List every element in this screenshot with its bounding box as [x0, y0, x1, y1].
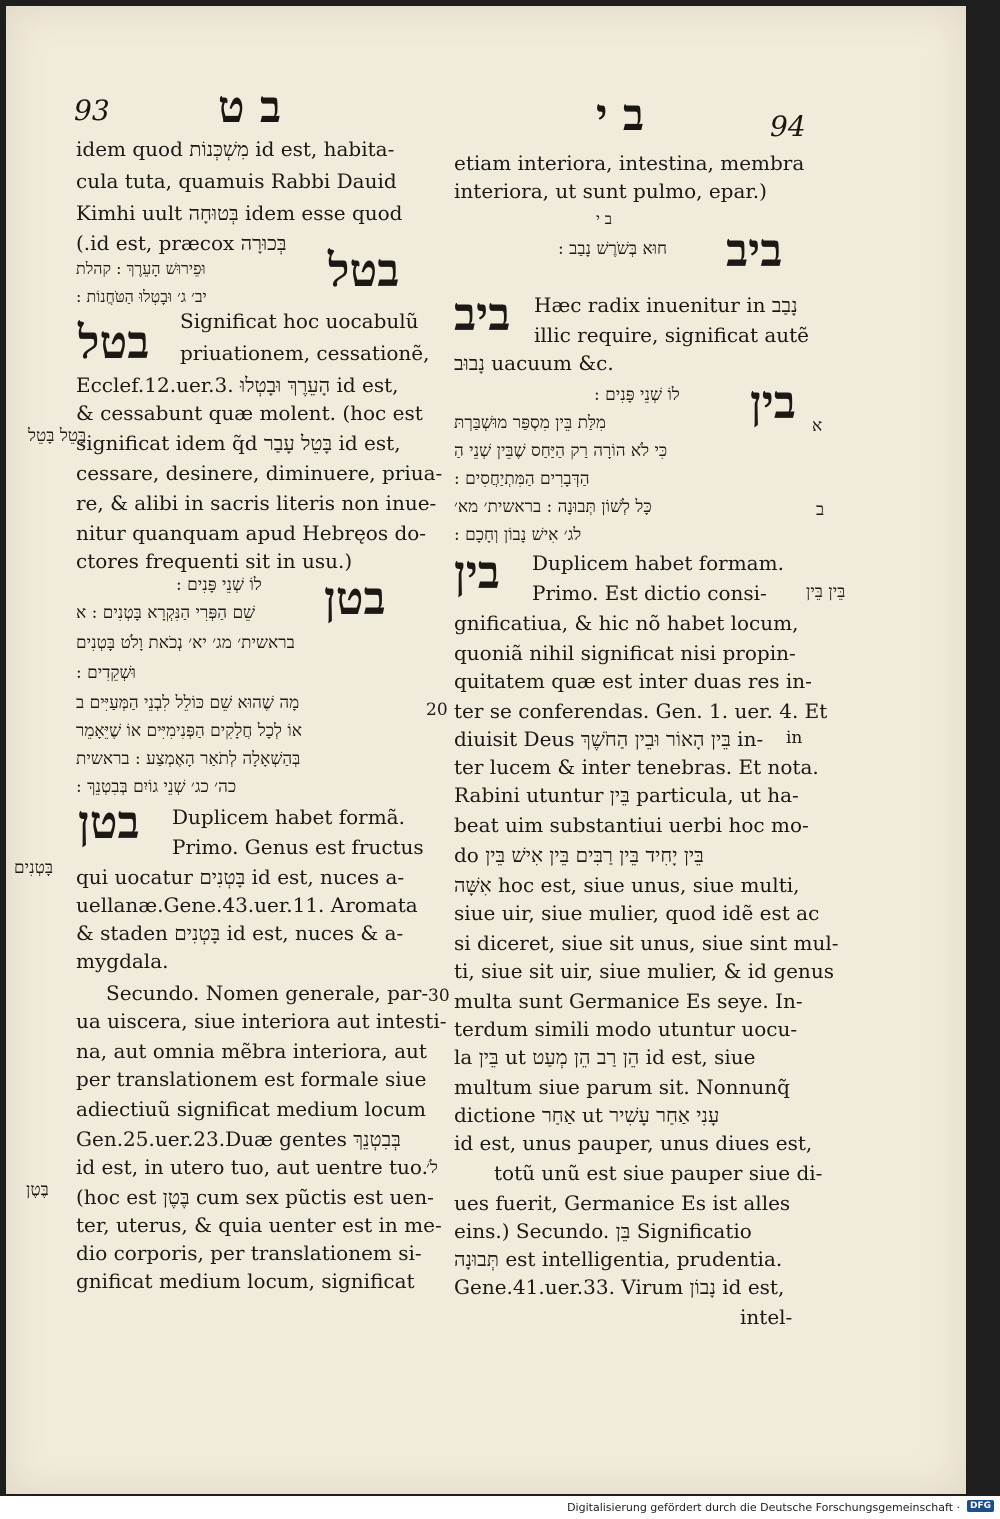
text-line: Duplicem habet formã.: [172, 805, 405, 829]
text-line: כָּל לְשׁוֹן תְּבוּנָה : בראשית׳ מא׳: [454, 497, 652, 517]
text-line: la בֵּין ut הֵן רַב הֵן מְעַט id est, siue: [454, 1045, 756, 1069]
margin-note: ב: [816, 500, 825, 520]
text-line: per translationem est formale siue: [76, 1067, 427, 1091]
text-line: dictione אַחַר ut עָנִי אַחַר עָשִׁיר: [454, 1103, 720, 1127]
text-line: gnificat medium locum, significat: [76, 1269, 415, 1293]
text-line: etiam interiora, intestina, membra: [454, 151, 805, 175]
text-line: בראשית׳ מג׳ יא׳ נְכֹאת וָלֹט בָּטְנִים: [76, 633, 295, 653]
text-line: הַדְּבָרִים הַמִּתְיַחֲסִים :: [454, 469, 590, 489]
text-line: אוֹ לְכָל חֲלָקִים הַפְּנִימִיִּים אוֹ שֶׁיֵּאָמֵר: [76, 721, 302, 741]
text-line: Gene.41.uer.33. Virum נָבוֹן id est,: [454, 1275, 785, 1299]
text-line: תְּבוּנָה est intelligentia, prudentia.: [454, 1247, 783, 1271]
text-line: אִשָּׁה hoc est, siue unus, siue multi,: [454, 873, 800, 897]
text-line: id est, unus pauper, unus diues est,: [454, 1131, 813, 1155]
digitization-footer: [0, 1496, 1000, 1519]
right-page-number: 94: [770, 110, 806, 143]
text-line: Primo. Genus est fructus: [172, 835, 424, 859]
text-line: gnificatiua, & hic nõ habet locum,: [454, 611, 799, 635]
text-line: Kimhi uult בְּטוּחָה idem esse quod: [76, 201, 403, 225]
text-line: Primo. Est dictio consi-: [532, 581, 767, 605]
text-line: eins.) Secundo. בֵּן Significatio: [454, 1219, 752, 1243]
text-line: מָה שֶׁהוּא שֵׁם כּוֹלֵל לִבְנֵי הַמְּעַיִּים ב: [76, 693, 300, 713]
text-line: do בֵּין יָחִיד בֵּין רַבִּים בֵּין אִישׁ בֵּין: [454, 843, 704, 867]
text-line: idem quod מִשְׁכְּנוֹת id est, habita-: [76, 137, 395, 161]
text-line: Rabini utuntur בֵּין particula, ut ha-: [454, 783, 799, 807]
text-line: uellanæ.Gene.43.uer.11. Aromata: [76, 893, 418, 917]
line-number: 20: [426, 700, 448, 720]
headword: בטן: [78, 795, 140, 849]
text-line: quitatem quæ est inter duas res in-: [454, 669, 812, 693]
margin-note: בָּטֵל בָּטֵל: [28, 426, 87, 446]
text-line: לג׳ אִישׁ נָבוֹן וְחָכָם :: [454, 525, 582, 545]
headword: בטל: [328, 243, 400, 297]
left-page-number: 93: [74, 94, 110, 127]
margin-note: בֶּטֶן: [26, 1180, 49, 1200]
text-line: ב י: [596, 210, 612, 228]
text-line: multum siue parum sit. Nonnunq̃: [454, 1075, 790, 1099]
dfg-logo: DFG: [967, 1500, 994, 1512]
text-line: וּפֵירוּשׁ הָעֵרֶךְ : קהלת: [76, 259, 206, 278]
text-line: שֵׁם הַפְּרִי הַנִּקְרָא בָּטְנִים : א: [76, 603, 256, 623]
right-running-head: ב י: [596, 90, 645, 141]
text-line: Gen.25.uer.23.Duæ gentes בְּבִטְנֵךְ: [76, 1127, 401, 1151]
text-line: si diceret, siue sit unus, siue sint mul-: [454, 931, 839, 955]
text-line: חוּא בְּשֹׁרֶשׁ נָבַב :: [558, 239, 668, 259]
text-line: Significat hoc uocabulũ: [180, 309, 419, 333]
text-line: multa sunt Germanice Es seye. In-: [454, 989, 803, 1013]
text-line: ua uiscera, siue interiora aut intesti-: [76, 1009, 447, 1033]
margin-note: א: [812, 416, 823, 436]
text-line: מִלַּת בֵּין מִסְפַּר מוּשְׁבַּרְתּ: [454, 413, 606, 433]
text-line: re, & alibi in sacris literis non inue-: [76, 491, 437, 515]
text-line: & staden בָּטְנִים id est, nuces & a-: [76, 921, 404, 945]
text-line: na, aut omnia mẽbra interiora, aut: [76, 1039, 427, 1063]
text-line: mygdala.: [76, 949, 169, 973]
text-line: לוֹ שְׁנֵי פָּנִים :: [594, 385, 680, 405]
text-line: לוֹ שְׁנֵי פָּנִים :: [176, 575, 262, 595]
text-line: Ecclef.12.uer.3. הָעֵרֶךְ וּבָטְלוּ id est,: [76, 373, 399, 397]
headword: בטן: [324, 571, 386, 625]
left-running-head: ב ט: [218, 82, 282, 133]
text-line: בְּהַשְׁאָלָה לְתֹאַר הָאֶמְצַע : בראשית: [76, 749, 301, 769]
margin-note: לֹ׳: [426, 1158, 438, 1178]
text-line: significat idem q̃d בָּטֵל עָבַר id est,: [76, 431, 401, 455]
text-line: (hoc est בֶּטֶן cum sex pũctis est uen-: [76, 1185, 434, 1209]
text-line: & cessabunt quæ molent. (hoc est: [76, 401, 423, 425]
headword: בין: [750, 375, 796, 429]
text-line: Hæc radix inuenitur in נָבַב: [534, 293, 798, 317]
text-line: ues fuerit, Germanice Es ist alles: [454, 1191, 791, 1215]
text-line: כה׳ כג׳ שְׁנֵי גוֹיִם בְּבִטְנֵךְ :: [76, 777, 237, 797]
text-line: cula tuta, quamuis Rabbi Dauid: [76, 169, 397, 193]
text-line: nitur quanquam apud Hebręos do-: [76, 521, 427, 545]
headword: בין: [454, 545, 500, 599]
text-line: qui uocatur בָּטְנִים id est, nuces a-: [76, 865, 405, 889]
text-line: siue uir, siue mulier, quod idẽ est ac: [454, 901, 820, 925]
margin-note: בֵּין בֵּין: [806, 582, 846, 602]
text-line: interiora, ut sunt pulmo, epar.): [454, 179, 767, 203]
text-line: totũ unũ est siue pauper siue di-: [494, 1161, 823, 1185]
margin-note: בָּטְנִים: [14, 858, 54, 878]
text-line: priuationem, cessationẽ,: [180, 341, 430, 365]
text-line: Duplicem habet formam.: [532, 551, 784, 575]
right-text-column: [6, 6, 966, 1494]
margin-note: in: [786, 728, 803, 748]
text-line: וּשְׁקֵדִים :: [76, 663, 136, 683]
text-line: adiectiuũ significat medium locum: [76, 1097, 426, 1121]
text-line: בְּכוּרָה id est, præcox.): [76, 231, 287, 255]
headword: ביב: [454, 287, 511, 341]
footer-text: Digitalisierung gefördert durch die Deutsche Forschungsgemeinschaft ·: [567, 1501, 960, 1514]
text-line: quoniã nihil significat nisi propin-: [454, 641, 796, 665]
text-line: כִּי לֹא הוֹרָה רַק הַיַּחַס שֶׁבֵּין שְׁנֵי הַ: [454, 441, 668, 461]
text-line: id est, in utero tuo, aut uentre tuo.: [76, 1155, 428, 1179]
text-line: cessare, desinere, diminuere, priua-: [76, 461, 443, 485]
text-line: dio corporis, per translationem si-: [76, 1241, 422, 1265]
text-line: ter lucem & inter tenebras. Et nota.: [454, 755, 819, 779]
text-line: נָבוּב uacuum &c.: [454, 351, 614, 375]
line-number: 30: [428, 986, 450, 1006]
text-line: יב׳ ג׳ וּבָטְלוּ הַטֹּחֲנוֹת :: [76, 287, 207, 306]
text-line: illic require, significat autẽ: [534, 323, 810, 347]
book-page-spread: [6, 6, 966, 1494]
headword: ביב: [726, 223, 783, 277]
text-line: Secundo. Nomen generale, par-: [106, 981, 429, 1005]
text-line: ter, uterus, & quia uenter est in me-: [76, 1213, 442, 1237]
headword: בטל: [78, 315, 150, 369]
text-line: beat uim substantiui uerbi hoc mo-: [454, 813, 809, 837]
text-line: ter se conferendas. Gen. 1. uer. 4. Et: [454, 699, 828, 723]
text-line: ti, siue sit uir, siue mulier, & id genus: [454, 959, 834, 983]
text-line: intel-: [740, 1305, 793, 1329]
text-line: ctores frequenti sit in usu.): [76, 549, 353, 573]
text-line: diuisit Deus בֵּין הָאוֹר וּבֵין הַחֹשֶׁךְ in-: [454, 727, 764, 751]
text-line: terdum simili modo utuntur uocu-: [454, 1017, 798, 1041]
